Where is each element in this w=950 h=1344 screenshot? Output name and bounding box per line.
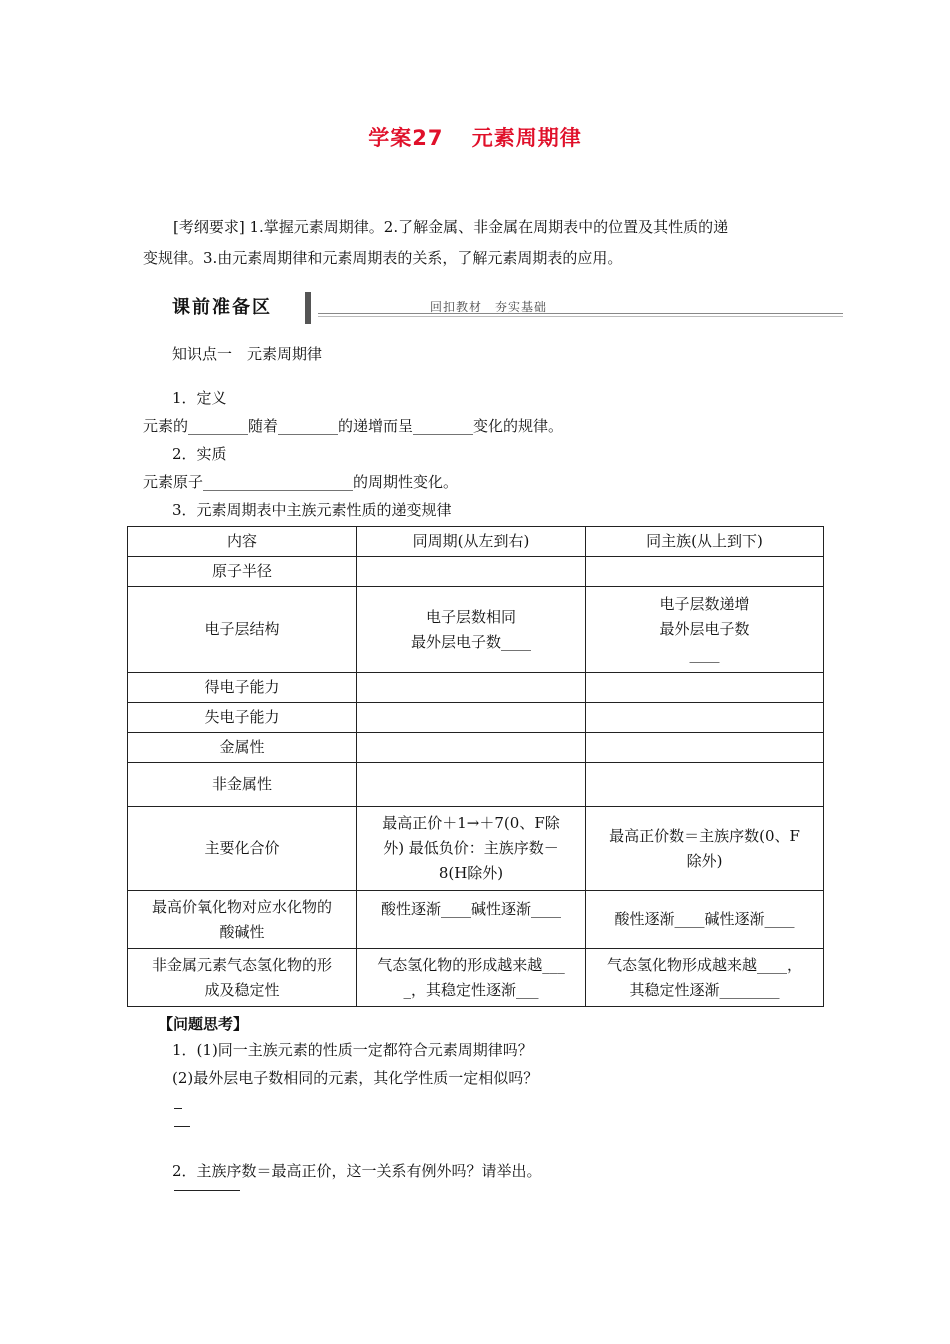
periodic-law-table — [127, 526, 824, 1007]
page-title — [0, 122, 950, 152]
section-banner-rule — [318, 313, 843, 314]
requirements-paragraph — [143, 212, 843, 274]
period-cell — [357, 733, 586, 763]
row-label: 得电子能力 — [128, 673, 357, 703]
item2-text: 元素原子____________________的周期性变化。 — [143, 473, 459, 491]
group-cell — [586, 733, 824, 763]
item2-title: 2．实质 — [172, 445, 227, 463]
period-cell — [357, 703, 586, 733]
requirements-text-2: 变规律。3.由元素周期律和元素周期表的关系，了解元素周期表的应用。 — [143, 249, 623, 267]
period-cell — [357, 949, 586, 1007]
cell-line: 酸碱性 — [219, 922, 265, 941]
row-label: 非金属性 — [128, 763, 357, 807]
title-prefix: 学案27 — [368, 126, 444, 150]
cell-line: 电子层数相同 — [425, 607, 516, 626]
cell-line: 除外) — [686, 851, 723, 870]
item1-title: 1．定义 — [172, 389, 227, 407]
period-cell — [357, 557, 586, 587]
table-row — [128, 891, 824, 949]
cell-line: 最外层电子数 — [659, 620, 750, 638]
period-cell — [357, 763, 586, 807]
period-cell — [357, 807, 586, 891]
group-cell — [586, 949, 824, 1007]
row-label — [128, 891, 357, 949]
answer-blank — [174, 1108, 182, 1109]
table-row — [128, 587, 824, 673]
knowledge-heading: 知识点一 元素周期律 — [172, 345, 323, 363]
table-row — [128, 703, 824, 733]
table-header: 内容 — [128, 527, 357, 557]
period-cell — [357, 673, 586, 703]
cell-line: 外) 最低负价：主族序数－ — [383, 839, 559, 857]
group-cell — [586, 587, 824, 673]
requirements-label: [考纲要求] — [173, 218, 245, 236]
cell-line: 气态氢化物的形成越来越___ — [377, 955, 565, 974]
table-row — [128, 733, 824, 763]
answer-blank — [174, 1190, 240, 1191]
cell-line: 气态氢化物形成越来越____， — [606, 955, 802, 974]
question-2: 2．主族序数＝最高正价，这一关系有例外吗？请举出。 — [172, 1162, 542, 1180]
cell-line: 最高价氧化物对应水化物的 — [151, 897, 332, 916]
group-cell — [586, 557, 824, 587]
table-row — [128, 673, 824, 703]
cell-line: 成及稳定性 — [204, 980, 280, 999]
group-cell — [586, 763, 824, 807]
group-cell: 酸性逐渐____碱性逐渐____ — [586, 891, 824, 949]
period-cell: 酸性逐渐____碱性逐渐____ — [357, 891, 586, 949]
table-header: 同主族(从上到下) — [586, 527, 824, 557]
cell-line: 非金属元素气态氢化物的形 — [151, 955, 332, 974]
question-1a: 1．(1)同一主族元素的性质一定都符合元素周期律吗？ — [172, 1041, 533, 1059]
section-banner-label: 课前准备区 — [172, 297, 272, 318]
question-1b: (2)最外层电子数相同的元素，其化学性质一定相似吗？ — [172, 1069, 539, 1087]
table-row — [128, 763, 824, 807]
group-cell — [586, 807, 824, 891]
section-banner-bar — [305, 292, 311, 324]
cell-line: _，其稳定性逐渐___ — [403, 980, 539, 999]
item3-title: 3．元素周期表中主族元素性质的递变规律 — [172, 501, 452, 519]
row-label — [128, 949, 357, 1007]
cell-line: ____ — [689, 645, 720, 663]
period-cell — [357, 587, 586, 673]
table-row — [128, 557, 824, 587]
group-cell — [586, 673, 824, 703]
cell-line: 电子层数递增 — [659, 595, 750, 613]
table-header: 同周期(从左到右) — [357, 527, 586, 557]
row-label: 金属性 — [128, 733, 357, 763]
questions-heading: 【问题思考】 — [158, 1015, 249, 1033]
group-cell — [586, 703, 824, 733]
item1-text: 元素的________随着________的递增而呈________变化的规律。 — [143, 417, 564, 435]
requirements-text-1: 1.掌握元素周期律。2.了解金属、非金属在周期表中的位置及其性质的递 — [249, 218, 729, 236]
table-row — [128, 949, 824, 1007]
table-header-row — [128, 527, 824, 557]
row-label: 电子层结构 — [128, 587, 357, 673]
cell-line: 最高正价＋1→＋7(0、F除 — [382, 814, 560, 832]
section-banner-subtitle: 回扣教材 夯实基础 — [430, 300, 548, 314]
row-label: 原子半径 — [128, 557, 357, 587]
row-label: 主要化合价 — [128, 807, 357, 891]
row-label: 失电子能力 — [128, 703, 357, 733]
answer-blank — [174, 1126, 190, 1127]
cell-line: 最高正价数＝主族序数(0、F — [609, 826, 800, 845]
cell-line: 8(H除外) — [438, 864, 504, 882]
section-banner-rule-2 — [318, 316, 843, 317]
cell-line: 最外层电子数____ — [410, 632, 531, 651]
table-row — [128, 807, 824, 891]
title-main: 元素周期律 — [471, 126, 582, 150]
cell-line: 其稳定性逐渐________ — [629, 980, 780, 999]
